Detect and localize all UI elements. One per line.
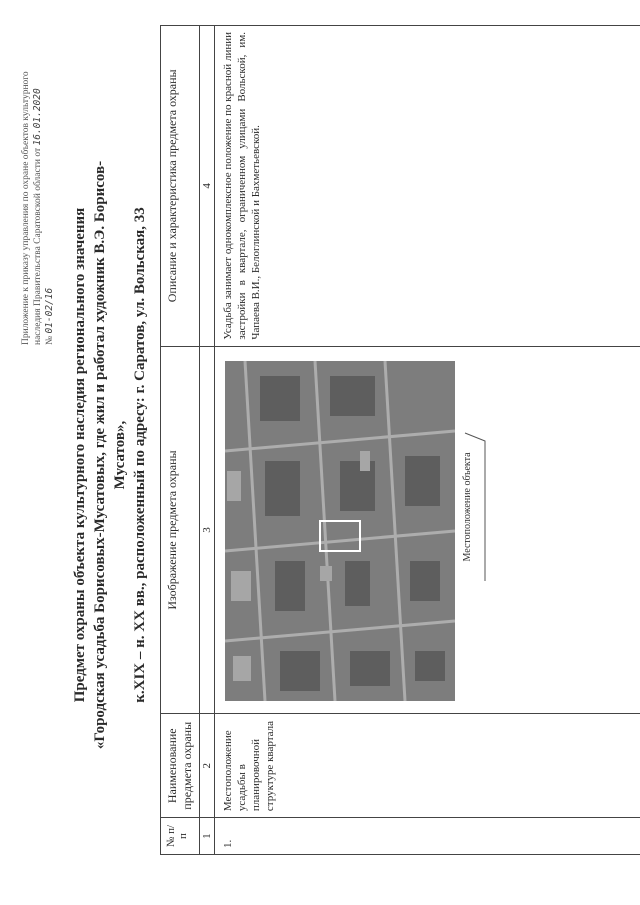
row-number: 1.	[215, 818, 640, 855]
row-name: Местоположение усадьбы в планировочной структуре квартала	[215, 714, 640, 818]
appendix-number: 01-02/16	[44, 287, 55, 334]
appendix-note	[20, 5, 56, 345]
title-line-2: «Городская усадьба Борисовых-Мусатовых, где жил и работал художник В.Э. Борисов-Мусатов»,	[92, 160, 128, 750]
document-title	[70, 145, 150, 765]
title-line-3: к.XIX – н. XX вв., расположенный по адресу: г. Саратов, ул. Вольская, 33	[132, 207, 148, 703]
index-2: 2	[200, 714, 215, 818]
photo-wrapper	[225, 361, 525, 701]
appendix-no-prefix: №	[45, 335, 55, 345]
appendix-line-2-text: наследия Правительства Саратовской области от	[33, 147, 43, 345]
table-index-row	[200, 26, 215, 855]
index-1: 1	[200, 818, 215, 855]
appendix-line-2	[32, 5, 44, 345]
row-description: Усадьба занимает однокомплексное положение по красной линии застройки в квартале, ограниченном улицами Вольской, им. Чапаева В.И., Белоглинской и Бахметьевской.	[215, 26, 640, 347]
appendix-line-3	[44, 5, 56, 345]
table-row	[215, 26, 640, 855]
header-image: Изображение предмета охраны	[161, 346, 200, 714]
row-image-cell	[215, 346, 640, 714]
header-description: Описание и характеристика предмета охраны	[161, 26, 200, 347]
appendix-date: 16.01.2020	[32, 88, 43, 146]
header-name: Наименование предмета охраны	[161, 714, 200, 818]
protection-table	[160, 25, 640, 855]
index-4: 4	[200, 26, 215, 347]
table-header-row	[161, 26, 200, 855]
location-label: Местоположение объекта	[462, 452, 473, 562]
title-line-1: Предмет охраны объекта культурного наследия регионального значения	[72, 207, 88, 703]
appendix-line-1: Приложение к приказу управления по охране объектов культурного	[21, 71, 31, 345]
aerial-photo	[225, 361, 455, 701]
aerial-photo-graphic	[225, 361, 455, 701]
index-3: 3	[200, 346, 215, 714]
header-number: № п/п	[161, 818, 200, 855]
